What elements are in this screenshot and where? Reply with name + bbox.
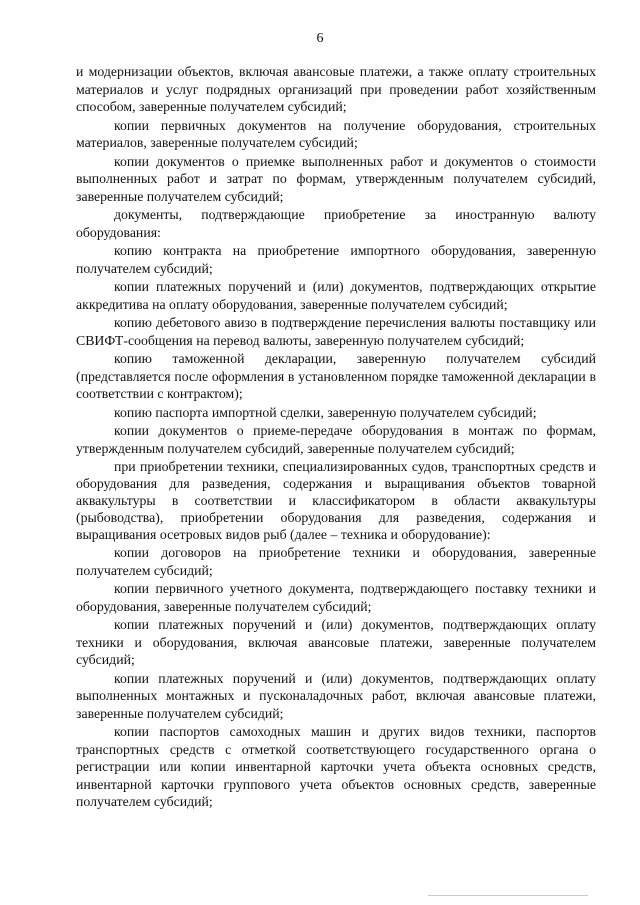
paragraph: копию контракта на приобретение импортного оборудования, заверенную получателем субсидий; [76,243,596,276]
paragraph: копии договоров на приобретение техники и оборудования, заверенные получателем субсидий; [76,545,596,578]
paragraph: копии паспортов самоходных машин и других видов техники, паспортов транспортных средств с отметкой соответствующего государственного органа о регистрации или копии инвентарной карточки учета объекта основных средств, инвентарной карточки группового учета объектов основных средств, заверенные получателем субсидий; [76,724,596,809]
document-body [76,63,596,812]
paragraph: копии документов о приеме-передаче оборудования в монтаж по формам, утвержденным получателем субсидий, заверенные получателем субсидий; [76,423,596,456]
page-number: 6 [316,31,324,46]
paragraph: и модернизации объектов, включая авансовые платежи, а также оплату строительных материалов и услуг подрядных организаций при проведении работ хозяйственным способом, заверенные получателем субсидий; [76,64,596,114]
scan-edge-line [428,895,588,896]
paragraph: копии платежных поручений и (или) документов, подтверждающих открытие аккредитива на оплату оборудования, заверенные получателем субсидий; [76,279,596,312]
paragraph: копии первичного учетного документа, подтверждающего поставку техники и оборудования, заверенные получателем субсидий; [76,581,596,614]
paragraph: копии платежных поручений и (или) документов, подтверждающих оплату выполненных монтажных и пусконаладочных работ, включая авансовые платежи, заверенные получателем субсидий; [76,670,596,721]
paragraph: при приобретении техники, специализированных судов, транспортных средств и оборудования для разведения, содержания и выращивания объектов товарной аквакультуры в соответствии и классификатором в области аквакультуры (рыбоводства), приобретении оборудования для разведения, содержания и выращивания осетровых видов рыб (далее – техника и оборудование): [76,459,596,542]
paragraph: копии документов о приемке выполненных работ и документов о стоимости выполненных работ и затрат по формам, утвержденным получателем субсидий, заверенные получателем субсидий; [76,153,596,204]
paragraph: копию дебетового авизо в подтверждение перечисления валюты поставщику или СВИФТ-сообщения на перевод валюты, заверенную получателем субсидий; [76,315,596,348]
paragraph: документы, подтверждающие приобретение за иностранную валюту оборудования: [76,207,596,240]
paragraph: копию паспорта импортной сделки, заверенную получателем субсидий; [114,404,537,420]
paragraph: копии первичных документов на получение оборудования, строительных материалов, заверенные получателем субсидий; [76,117,596,150]
paragraph: копию таможенной декларации, заверенную получателем субсидий (представляется после оформления в установленном порядке таможенной декларации в соответствии с контрактом); [76,351,596,401]
paragraph: копии платежных поручений и (или) документов, подтверждающих оплату техники и оборудования, включая авансовые платежи, заверенные получателем субсидий; [76,617,596,667]
